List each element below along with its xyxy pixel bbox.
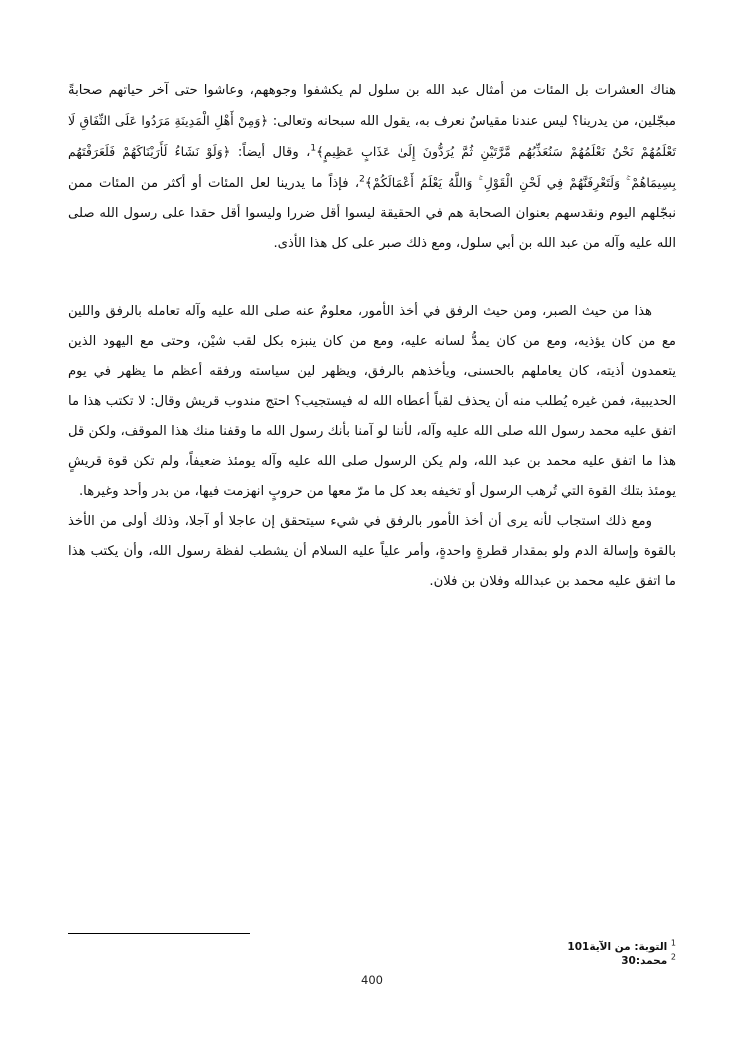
- verse-open-bracket: ﴿: [260, 114, 269, 129]
- footnote-mark-2: 2: [359, 174, 365, 185]
- footnote-2: [376, 954, 676, 968]
- footnote-text: محمد:30: [621, 955, 668, 967]
- page-number: 400: [361, 973, 383, 987]
- footnote-number: 1: [670, 938, 676, 948]
- paragraph-1: [68, 76, 676, 259]
- footnote-number: 2: [670, 952, 676, 962]
- quran-verse-2: وَلَوْ نَشَاءُ لَأَرَيْنَاكَهُمْ فَلَعَرَفْتَهُم بِسِيمَاهُمْ ۚ وَلَتَعْرِفَنَّهُمْ فِي لَحْنِ الْقَوْلِ ۚ وَاللَّهُ يَعْلَمُ أَعْمَالَكُمْ: [68, 144, 677, 190]
- verse-close-bracket: ﴾: [316, 145, 324, 160]
- paragraph-3: ومع ذلك استجاب لأنه يرى أن أخذ الأمور بالرفق في شيء سيتحقق إن عاجلا أو آجلا، وذلك أولى من الأخذ بالقوة وإسالة الدم ولو بمقدار قطرةٍ واحدةٍ، وأمر علياً عليه السلام أن يشطب لفظة رسول الله، وأن يكتب هذا ما اتفق عليه محمد بن عبدالله وفلان بن فلان.: [68, 514, 676, 589]
- paragraph-1-text-end: ، فإذاً ما يدرينا لعل المئات أو أكثر من المئات ممن نبجّلهم اليوم ونقدسهم بعنوان الصحابة هم في الحقيقة ليسوا أقل ضررا وليسوا أقل حقدا على رسول الله صلى الله عليه وآله من عبد الله بن أبي سلول، ومع ذلك صبر على كل هذا الأذى.: [68, 176, 676, 251]
- verse-close-bracket: ﴾: [364, 176, 373, 191]
- footnote-separator: [68, 933, 250, 934]
- paragraph-1-text-middle: ، وقال أيضاً:: [230, 145, 311, 160]
- verse-open-bracket: ﴿: [222, 145, 231, 160]
- footnote-mark-1: 1: [310, 143, 317, 154]
- footnotes: [376, 940, 676, 968]
- quran-verse-1: وَمِنْ أَهْلِ الْمَدِينَةِ مَرَدُوا عَلَى النِّفَاقِ لَا تَعْلَمُهُمْ نَحْنُ نَعْلَمُهُمْ سَنُعَذِّبُهُم مَّرَّتَيْنِ ثُمَّ يُرَدُّونَ إِلَىٰ عَذَابٍ عَظِيمٍ: [68, 113, 677, 159]
- paragraph-2: هذا من حيث الصبر، ومن حيث الرفق في أخذ الأمور، معلومٌ عنه صلى الله عليه وآله تعامله بالرفق واللين مع من كان يؤذيه، ومع من كان يمدُّ لسانه عليه، ومع من كان ينبزه بكل لقب شيْن، وحتى مع اليهود الذين يتعمدون أذيته، كان يعاملهم بالحسنى، ويأخذهم بالرفق، ويظهر لين سياسته ورفقه أعظم ما يظهر في يوم الحديبية، فمن غيره يُطلب منه أن يحذف لقباً أعطاه الله له فيستجيب؟ احتج مندوب قريش وقال: لا تكتب هذا ما اتفق عليه محمد رسول الله صلى الله عليه وآله، لأننا لو آمنا بأنك رسول الله ما وقفنا منك هذا الموقف، ولكن قل هذا ما اتفق عليه محمد بن عبد الله، ولم يكن الرسول صلى الله عليه وآله يومئذ ضعيفاً، ولم تكن قوة قريشٍ يومئذ بتلك القوة التي تُرهب الرسول أو تخيفه بعد كل ما مرّ معها من حروبٍ انهزمت فيها، من بدر وأحد وغيرها.: [68, 304, 676, 499]
- footnote-text: التوبة: من الآية101: [567, 941, 668, 953]
- paragraph-1-text-start: هناك العشرات بل المئات من أمثال عبد الله بن سلول لم يكشفوا وجوههم، وعاشوا حتى آخر حياتهم صحابةً مبجّلين، من يدرينا؟ ليس عندنا مقياسٌ نعرف به، يقول الله سبحانه وتعالى:: [68, 83, 676, 129]
- body-text: [68, 76, 676, 597]
- paragraph-gap: [68, 259, 676, 297]
- footnote-1: [376, 940, 676, 954]
